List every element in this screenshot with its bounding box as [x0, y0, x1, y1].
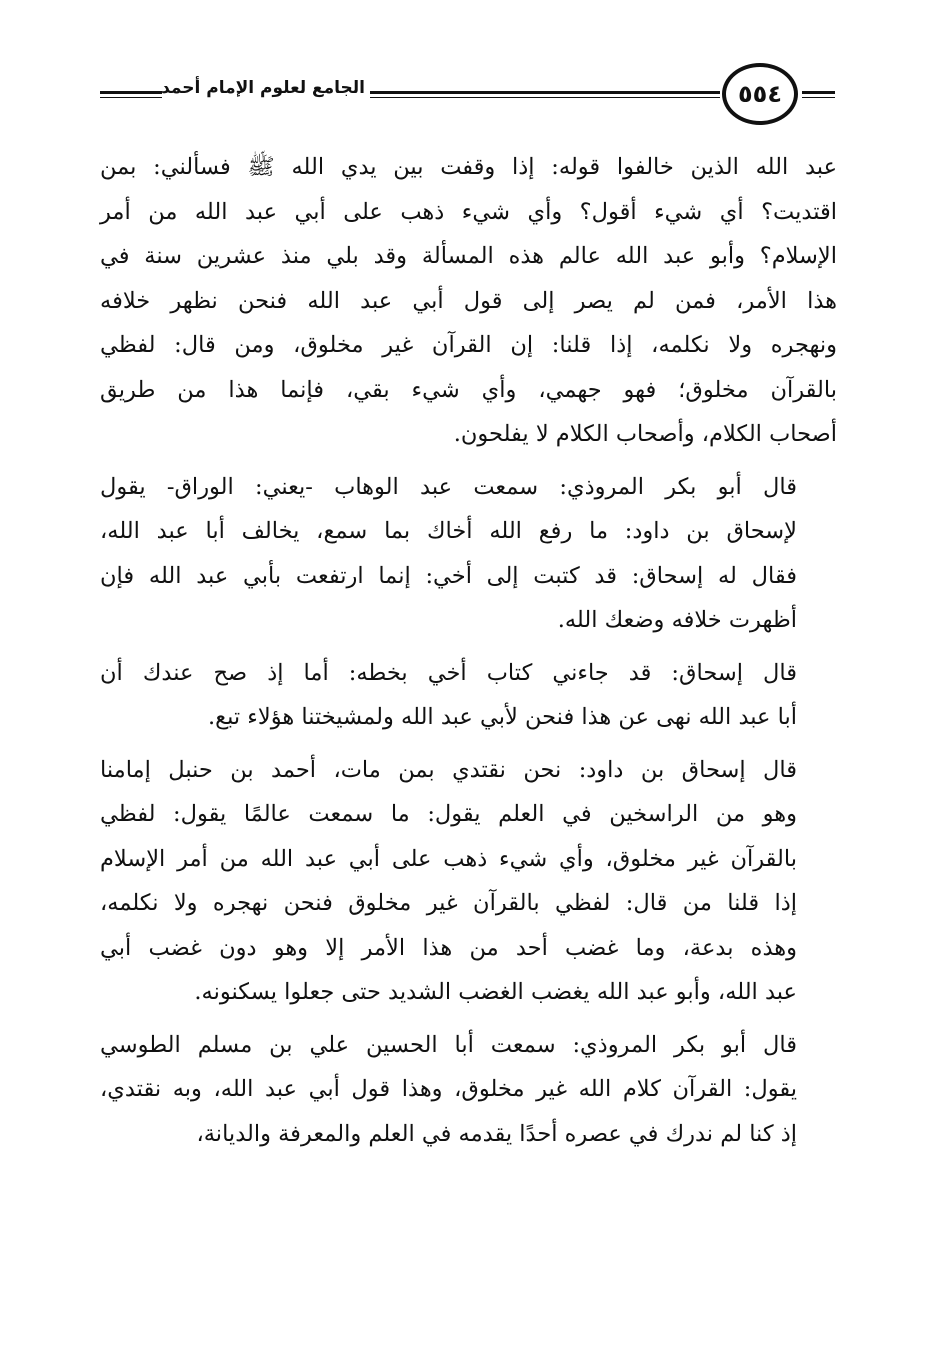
text-line: إذ كنا لم ندرك في عصره أحدًا يقدمه في العلم والمعرفة والديانة، [196, 1120, 797, 1147]
paragraph [100, 1023, 837, 1157]
text-line: إذا قلنا من قال: لفظي بالقرآن غير مخلوق فنحن نهجره ولا نكلمه، [100, 890, 797, 916]
header-rule [370, 97, 720, 98]
text-line: يقول: القرآن كلام الله غير مخلوق، وهذا قول أبي عبد الله، وبه نقتدي، [100, 1076, 797, 1102]
text-line: قال إسحاق: قد جاءني كتاب أخي بخطه: أما إذ صح عندك أن [100, 659, 797, 686]
text-line: أظهرت خلافه وضعك الله. [557, 607, 797, 633]
text-line: الإسلام؟ وأبو عبد الله عالم هذه المسألة وقد بلي منذ عشرين سنة في [100, 243, 837, 269]
text-line: أصحاب الكلام، وأصحاب الكلام لا يفلحون. [453, 421, 837, 447]
text-line: أبا عبد الله نهى عن هذا فنحن لأبي عبد الله ولمشيختنا هؤلاء تبع. [207, 704, 797, 730]
header-rule [370, 91, 720, 94]
header-rule [802, 91, 835, 94]
text-line: قال إسحاق بن داود: نحن نقتدي بمن مات، أحمد بن حنبل إمامنا [100, 756, 797, 783]
paragraph [100, 651, 837, 740]
text-line: قال أبو بكر المروذي: سمعت عبد الوهاب -يعني: الوراق- يقول [100, 473, 797, 500]
text-line: ونهجره ولا نكلمه، إذا قلنا: إن القرآن غير مخلوق، ومن قال: لفظي [100, 332, 837, 358]
text-line: وهو من الراسخين في العلم يقول: ما سمعت عالمًا يقول: لفظي [100, 801, 797, 827]
page-header [0, 55, 937, 135]
text-line: وهذه بدعة، وما غضب أحد من هذا الأمر إلا وهو دون غضب أبي [100, 934, 797, 961]
page-number: ٥٥٤ [722, 63, 798, 125]
text-line: بالقرآن غير مخلوق، وأي شيء ذهب على أبي عبد الله من أمر الإسلام [100, 845, 797, 872]
page-body [100, 145, 837, 1164]
text-line: عبد الله الذين خالفوا قوله: إذا وقفت بين يدي الله ﷺ فسألني: بمن [100, 154, 837, 180]
paragraph [100, 465, 837, 643]
header-rule [100, 97, 162, 98]
text-line: هذا الأمر، فمن لم يصر إلى قول أبي عبد الله فنحن نظهر خلافه [100, 287, 837, 314]
text-line: اقتديت؟ أي شيء أقول؟ وأي شيء ذهب على أبي عبد الله من أمر [100, 198, 837, 225]
text-line: عبد الله، وأبو عبد الله يغضب الغضب الشديد حتى جعلوا يسكنونه. [194, 979, 797, 1005]
header-rule [802, 97, 835, 98]
header-rule [100, 91, 162, 94]
paragraph [100, 145, 837, 457]
text-line: قال أبو بكر المروذي: سمعت أبا الحسين علي بن مسلم الطوسي [100, 1031, 797, 1058]
text-line: فقال له إسحاق: قد كتبت إلى أخي: إنما ارتفعت بأبي عبد الله فإن [100, 562, 797, 589]
text-line: بالقرآن مخلوق؛ فهو جهمي، وأي شيء بقي، فإنما هذا من طريق [100, 376, 837, 403]
running-title: الجامع لعلوم الإمام أحمد [161, 78, 365, 98]
text-line: لإسحاق بن داود: ما رفع الله أخاك بما سمع، يخالف أبا عبد الله، [100, 518, 797, 544]
paragraph [100, 748, 837, 1015]
